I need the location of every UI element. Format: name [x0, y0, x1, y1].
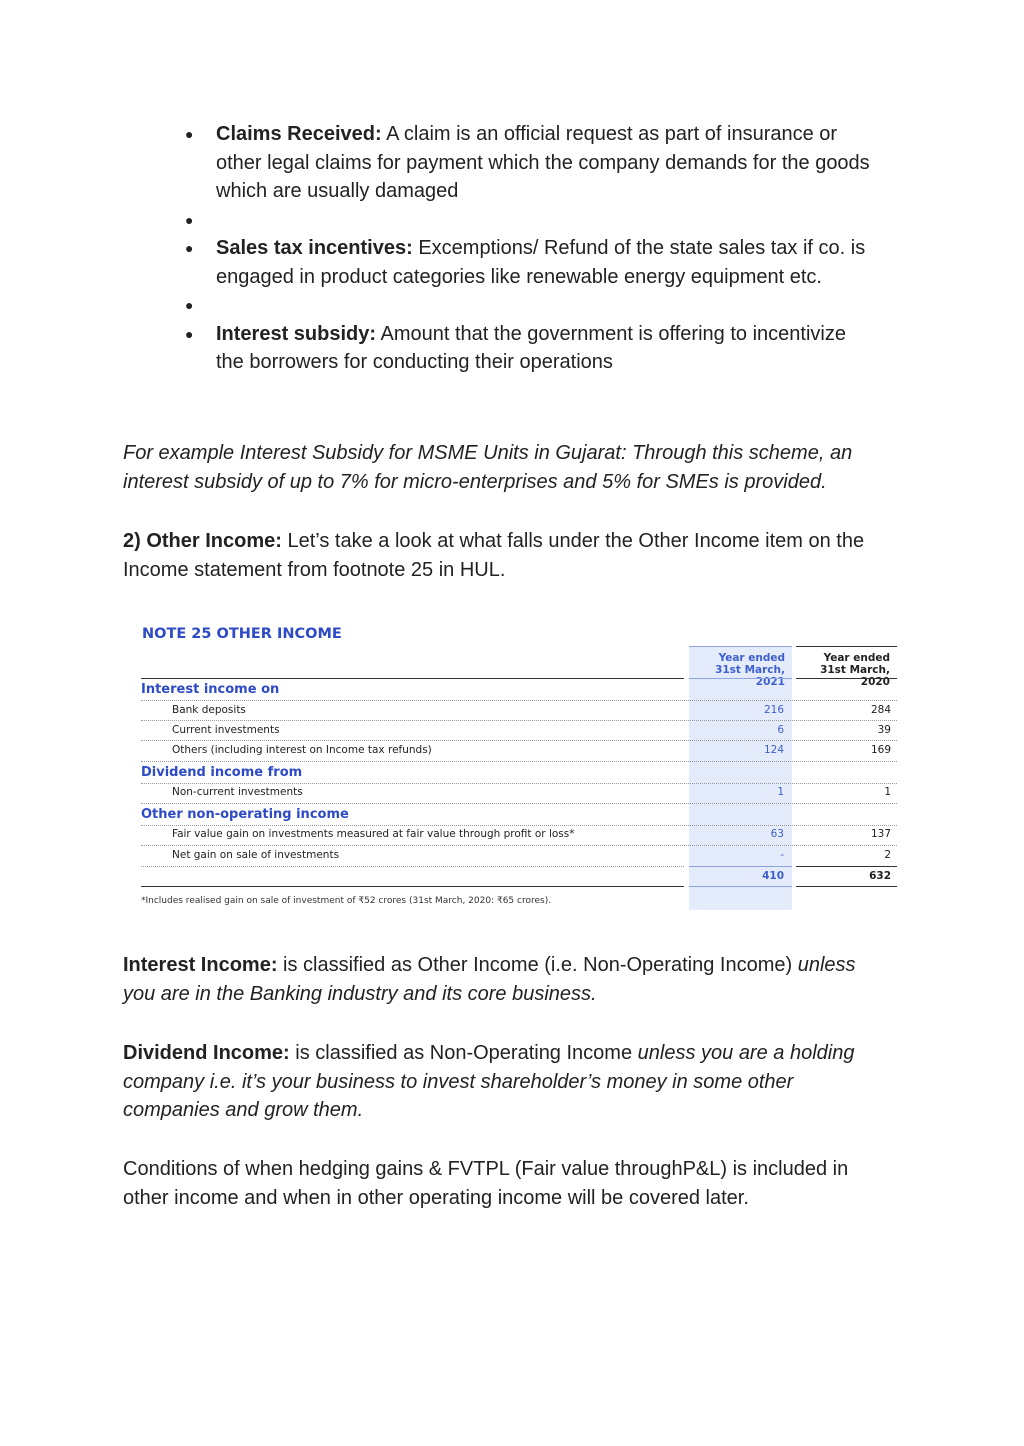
row-label: Net gain on sale of investments — [172, 849, 340, 861]
dividend-income-paragraph — [123, 1039, 893, 1125]
bullet-term: Sales tax incentives: — [216, 237, 413, 259]
column-header-2021 — [695, 652, 785, 688]
other-income-heading: 2) Other Income: — [123, 530, 282, 552]
interest-income-italic: unless you are in the Banking industry and its core business. — [123, 954, 856, 1005]
divider — [141, 740, 897, 741]
list-item — [185, 291, 875, 320]
row-label: Current investments — [172, 724, 280, 736]
conditions-paragraph: Conditions of when hedging gains & FVTPL (Fair value throughP&L) is included in other income and when in other operating income will be covered later. — [123, 1158, 849, 1209]
column-header-2020 — [798, 652, 890, 688]
bullet-text: Amount that the government is offering to incentivize the borrowers for conducting their operations — [216, 322, 846, 373]
table-footnote: *Includes realised gain on sale of investment of ₹52 crores (31st March, 2020: ₹65 crores). — [141, 896, 552, 906]
divider — [689, 886, 792, 887]
row-label: Bank deposits — [172, 704, 246, 716]
column-header-line: 31st March, 2020 — [820, 664, 890, 688]
value-2020: 39 — [877, 724, 891, 736]
section-interest-income: Interest income on — [141, 682, 280, 697]
other-income-paragraph — [123, 527, 893, 584]
value-2021: - — [780, 849, 784, 861]
bullet-icon: ● — [185, 211, 194, 228]
bullet-term: Interest subsidy: — [216, 322, 377, 345]
interest-income-paragraph — [123, 951, 893, 1008]
note-title: NOTE 25 OTHER INCOME — [142, 626, 342, 642]
divider — [141, 783, 897, 784]
divider — [141, 761, 897, 762]
divider — [796, 886, 897, 887]
value-2020: 284 — [870, 704, 891, 716]
list-item — [185, 120, 875, 206]
bullet-icon: ● — [185, 126, 194, 142]
divider — [141, 678, 684, 679]
other-income-text: Let’s take a look at what falls under the Other Income item on the Income statement from footnote 25 in HUL. — [123, 530, 865, 581]
bullet-text: A claim is an official request as part of insurance or other legal claims for payment which the company demands for the goods which are usually damaged — [216, 123, 870, 202]
bullet-icon: ● — [185, 325, 194, 342]
column-header-line: 31st March, 2021 — [715, 664, 785, 688]
row-label: Fair value gain on investments measured at fair value through profit or loss* — [172, 828, 575, 840]
bullet-icon: ● — [185, 297, 194, 313]
divider — [141, 845, 897, 846]
divider — [141, 700, 897, 701]
divider — [689, 646, 792, 647]
dividend-income-text: is classified as Non-Operating Income — [289, 1042, 638, 1064]
total-2021: 410 — [762, 870, 784, 882]
interest-income-text: is classified as Other Income (i.e. Non-Operating Income) — [277, 954, 798, 976]
row-label: Others (including interest on Income tax refunds) — [172, 744, 432, 756]
divider — [796, 646, 897, 647]
row-label: Non-current investments — [172, 786, 303, 798]
column-header-line: Year ended — [718, 652, 785, 664]
note-25-table — [140, 624, 900, 914]
bullet-term: Claims Received: — [216, 123, 382, 145]
list-item — [185, 206, 875, 235]
example-paragraph: For example Interest Subsidy for MSME Units in Gujarat: Through this scheme, an interest subsidy of up to 7% for micro-enterprises and 5% for SMEs is provided. — [123, 442, 853, 493]
income-types-list — [185, 120, 875, 377]
total-2020: 632 — [869, 870, 891, 882]
divider — [796, 866, 897, 867]
value-2021: 63 — [770, 828, 784, 840]
divider — [141, 886, 684, 887]
divider — [689, 866, 792, 867]
section-dividend-income: Dividend income from — [141, 765, 303, 780]
list-item — [185, 320, 875, 377]
divider — [141, 825, 897, 826]
column-header-line: Year ended — [823, 652, 890, 664]
section-other-non-operating-income: Other non-operating income — [141, 807, 349, 822]
value-2021: 216 — [763, 704, 784, 716]
list-item — [185, 234, 875, 291]
bullet-text: Excemptions/ Refund of the state sales tax if co. is engaged in product categories like renewable energy equipment etc. — [216, 237, 866, 288]
divider — [141, 720, 897, 721]
value-2021: 6 — [777, 724, 784, 736]
bullet-icon: ● — [185, 240, 194, 256]
dividend-income-italic: unless you are a holding company i.e. it’s your business to invest shareholder’s money in some other companies and grow them. — [123, 1042, 855, 1121]
value-2021: 124 — [763, 744, 784, 756]
divider — [689, 678, 792, 679]
value-2021: 1 — [777, 786, 784, 798]
value-2020: 169 — [870, 744, 891, 756]
value-2020: 137 — [870, 828, 891, 840]
divider — [796, 678, 897, 679]
interest-income-term: Interest Income: — [123, 954, 278, 976]
divider — [141, 803, 897, 804]
dividend-income-term: Dividend Income: — [123, 1042, 290, 1064]
value-2020: 2 — [884, 849, 891, 861]
value-2020: 1 — [884, 786, 891, 798]
divider — [141, 866, 684, 867]
